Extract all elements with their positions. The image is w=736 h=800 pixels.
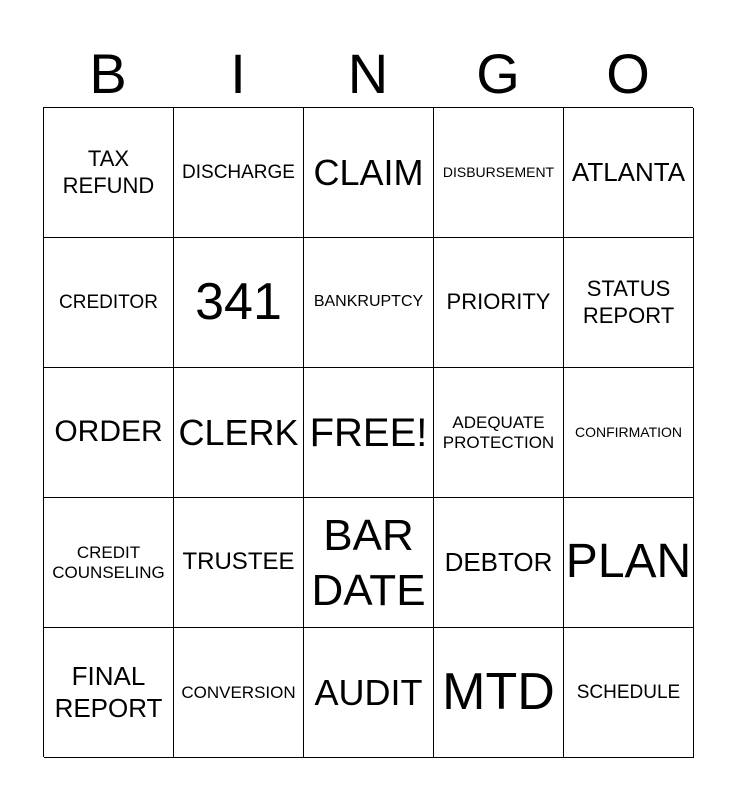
cell-label: BAR DATE (311, 510, 426, 615)
bingo-cell[interactable] (434, 238, 564, 368)
bingo-cell[interactable] (304, 108, 434, 238)
cell-label: TRUSTEE (182, 548, 295, 576)
free-space-label: FREE! (309, 410, 428, 455)
cell-label: CONFIRMATION (574, 424, 683, 441)
bingo-cell[interactable] (564, 498, 694, 628)
cell-label: ADEQUATE PROTECTION (442, 412, 555, 452)
bingo-cell free-space[interactable] (304, 368, 434, 498)
bingo-cell[interactable] (44, 628, 174, 758)
header-letter-n: N (347, 42, 389, 105)
cell-label: CREDITOR (59, 291, 158, 313)
cell-label: TAX REFUND (62, 146, 155, 198)
cell-label: DISBURSEMENT (442, 164, 555, 181)
bingo-cell[interactable] (174, 108, 304, 238)
cell-label: 341 (195, 272, 282, 331)
bingo-cell[interactable] (304, 628, 434, 758)
cell-label: DEBTOR (444, 546, 553, 577)
bingo-cell[interactable] (44, 498, 174, 628)
bingo-cell[interactable] (174, 498, 304, 628)
cell-label: DISCHARGE (182, 161, 295, 183)
bingo-cell[interactable] (564, 238, 694, 368)
bingo-cell[interactable] (434, 108, 564, 238)
cell-label: CREDIT COUNSELING (52, 542, 165, 582)
bingo-cell[interactable] (44, 238, 174, 368)
bingo-cell[interactable] (174, 368, 304, 498)
cell-label: CLERK (178, 411, 299, 453)
cell-label: ATLANTA (571, 156, 686, 187)
cell-label: PRIORITY (446, 289, 551, 315)
bingo-header (43, 40, 693, 108)
bingo-cell[interactable] (434, 498, 564, 628)
cell-label: STATUS REPORT (582, 276, 675, 328)
bingo-cell[interactable] (44, 368, 174, 498)
cell-label: MTD (442, 662, 555, 721)
header-letter-b: B (89, 42, 127, 105)
cell-label: CLAIM (313, 151, 424, 193)
header-letter-g: G (476, 42, 520, 105)
bingo-cell[interactable] (44, 108, 174, 238)
bingo-cell[interactable] (304, 498, 434, 628)
cell-label: SCHEDULE (576, 681, 681, 703)
header-letter-i: I (230, 42, 246, 105)
bingo-cell[interactable] (304, 238, 434, 368)
bingo-cell[interactable] (564, 368, 694, 498)
cell-label: FINAL REPORT (54, 661, 163, 723)
header-letter-o: O (606, 42, 650, 105)
cell-label: ORDER (54, 415, 163, 449)
bingo-cell[interactable] (434, 628, 564, 758)
cell-label: CONVERSION (181, 682, 296, 702)
bingo-cell[interactable] (174, 628, 304, 758)
cell-label: PLAN (565, 535, 692, 589)
cell-label: AUDIT (314, 671, 423, 713)
bingo-cell[interactable] (434, 368, 564, 498)
cell-label: BANKRUPTCY (313, 293, 424, 311)
bingo-cell[interactable] (174, 238, 304, 368)
bingo-cell[interactable] (564, 108, 694, 238)
bingo-board (43, 107, 693, 757)
bingo-cell[interactable] (564, 628, 694, 758)
